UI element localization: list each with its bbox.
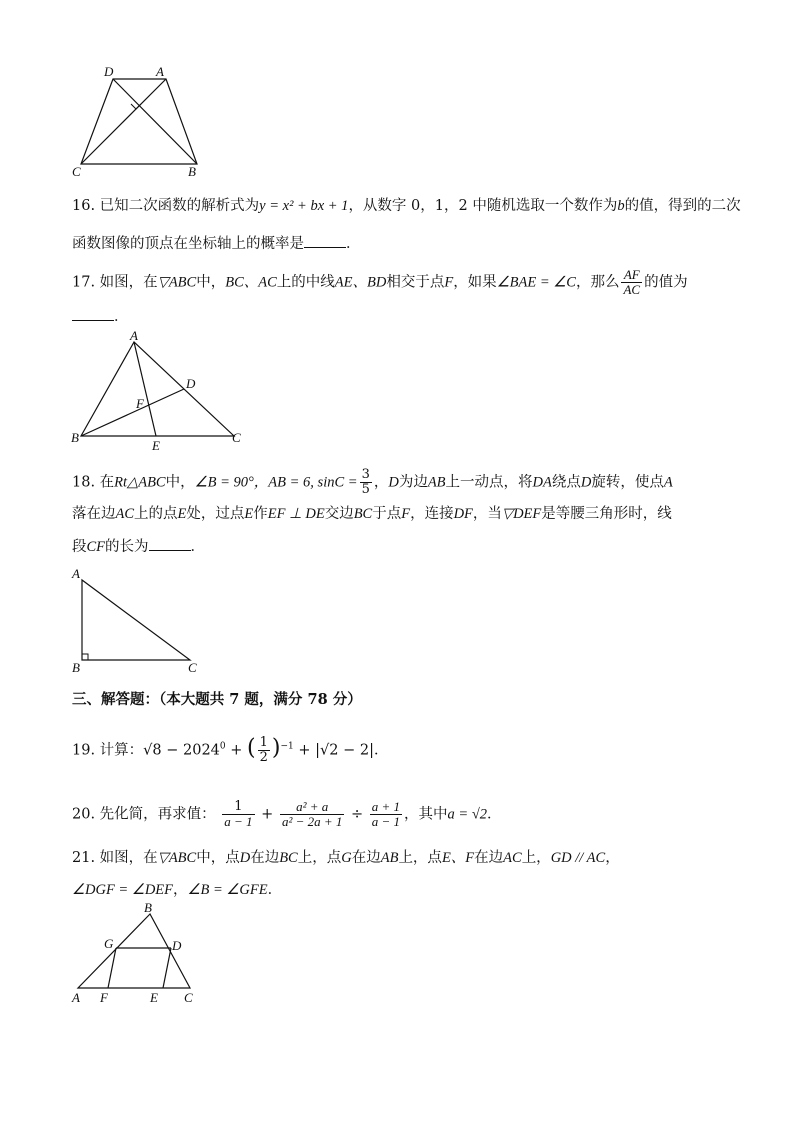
label-A: A [72, 566, 80, 581]
label-C: C [72, 164, 81, 179]
question-18-line2: 落在边AC上的点E处，过点E作EF ⊥ DE交边BC于点F，连接DF，当▽DEF是等腰三角形时，线 [72, 506, 672, 522]
answer-blank[interactable] [72, 306, 114, 321]
label-B: B [188, 164, 196, 179]
question-21-line2: ∠DGF = ∠DEF，∠B = ∠GFE． [72, 882, 283, 898]
label-B: B [72, 660, 80, 675]
label-E: E [152, 438, 160, 453]
answer-blank[interactable] [149, 536, 191, 551]
label-A: A [130, 330, 138, 343]
question-20: 20. 先化简，再求值： $\frac{1}{a - 1}$ + $\frac{\text{a² + a}}{\text{a² − 2a + 1}}$ ÷ $\frac{a + 1}{a - 1}$ ，其中a = √2． [72, 799, 502, 829]
question-16-line2: 函数图像的顶点在坐标轴上的概率是 ． [72, 233, 361, 254]
label-C: C [188, 660, 197, 675]
label-B: B [144, 900, 152, 915]
section-3-title: 三、解答题：（本大题共 7 题，满分 78 分） [72, 691, 362, 708]
label-E: E [150, 990, 158, 1005]
label-A: A [156, 64, 164, 79]
question-17-line2: ． [72, 306, 129, 327]
question-16-line1: 16. 已知二次函数的解析式为y = x² + bx + 1，从数字 0，1，2 中随机选取一个数作为b的值，得到的二次 [72, 198, 741, 214]
label-G: G [104, 936, 114, 951]
question-19: 19. 计算：$√8 - 2024^0$ + ( $\frac{1}{2}$ )$^{-1}$ + |√2 − 2|． [72, 735, 389, 765]
figure-trapezoid [66, 64, 216, 180]
label-C: C [232, 430, 241, 445]
label-D: D [104, 64, 114, 79]
question-17-line1: 17. 如图，在▽ABC中，BC、AC上的中线AE、BD相交于点F，如果∠BAE = ∠C，那么 $\frac{AF}{AC}$ 的值为 [72, 267, 688, 297]
label-D: D [172, 938, 182, 953]
label-C: C [184, 990, 193, 1005]
figure-triangle-parallelogram [66, 900, 206, 1010]
figure-triangle-medians [66, 330, 256, 456]
figure-right-triangle [66, 566, 216, 678]
label-A: A [72, 990, 80, 1005]
answer-blank[interactable] [304, 233, 346, 248]
question-18-line3: 段CF的长为 ． [72, 536, 205, 557]
label-F: F [100, 990, 108, 1005]
label-D: D [186, 376, 196, 391]
question-21-line1: 21. 如图，在▽ABC中，点D在边BC上，点G在边AB上，点E、F在边AC上，GD // AC， [72, 850, 620, 866]
label-B: B [71, 430, 79, 445]
question-18-line1: 18. 在Rt△ABC中，∠B = 90°，AB = 6, sinC = $\frac{3}{5}$ ，D为边AB上一动点，将DA绕点D旋转，使点A [72, 467, 673, 497]
label-F: F [136, 396, 144, 411]
